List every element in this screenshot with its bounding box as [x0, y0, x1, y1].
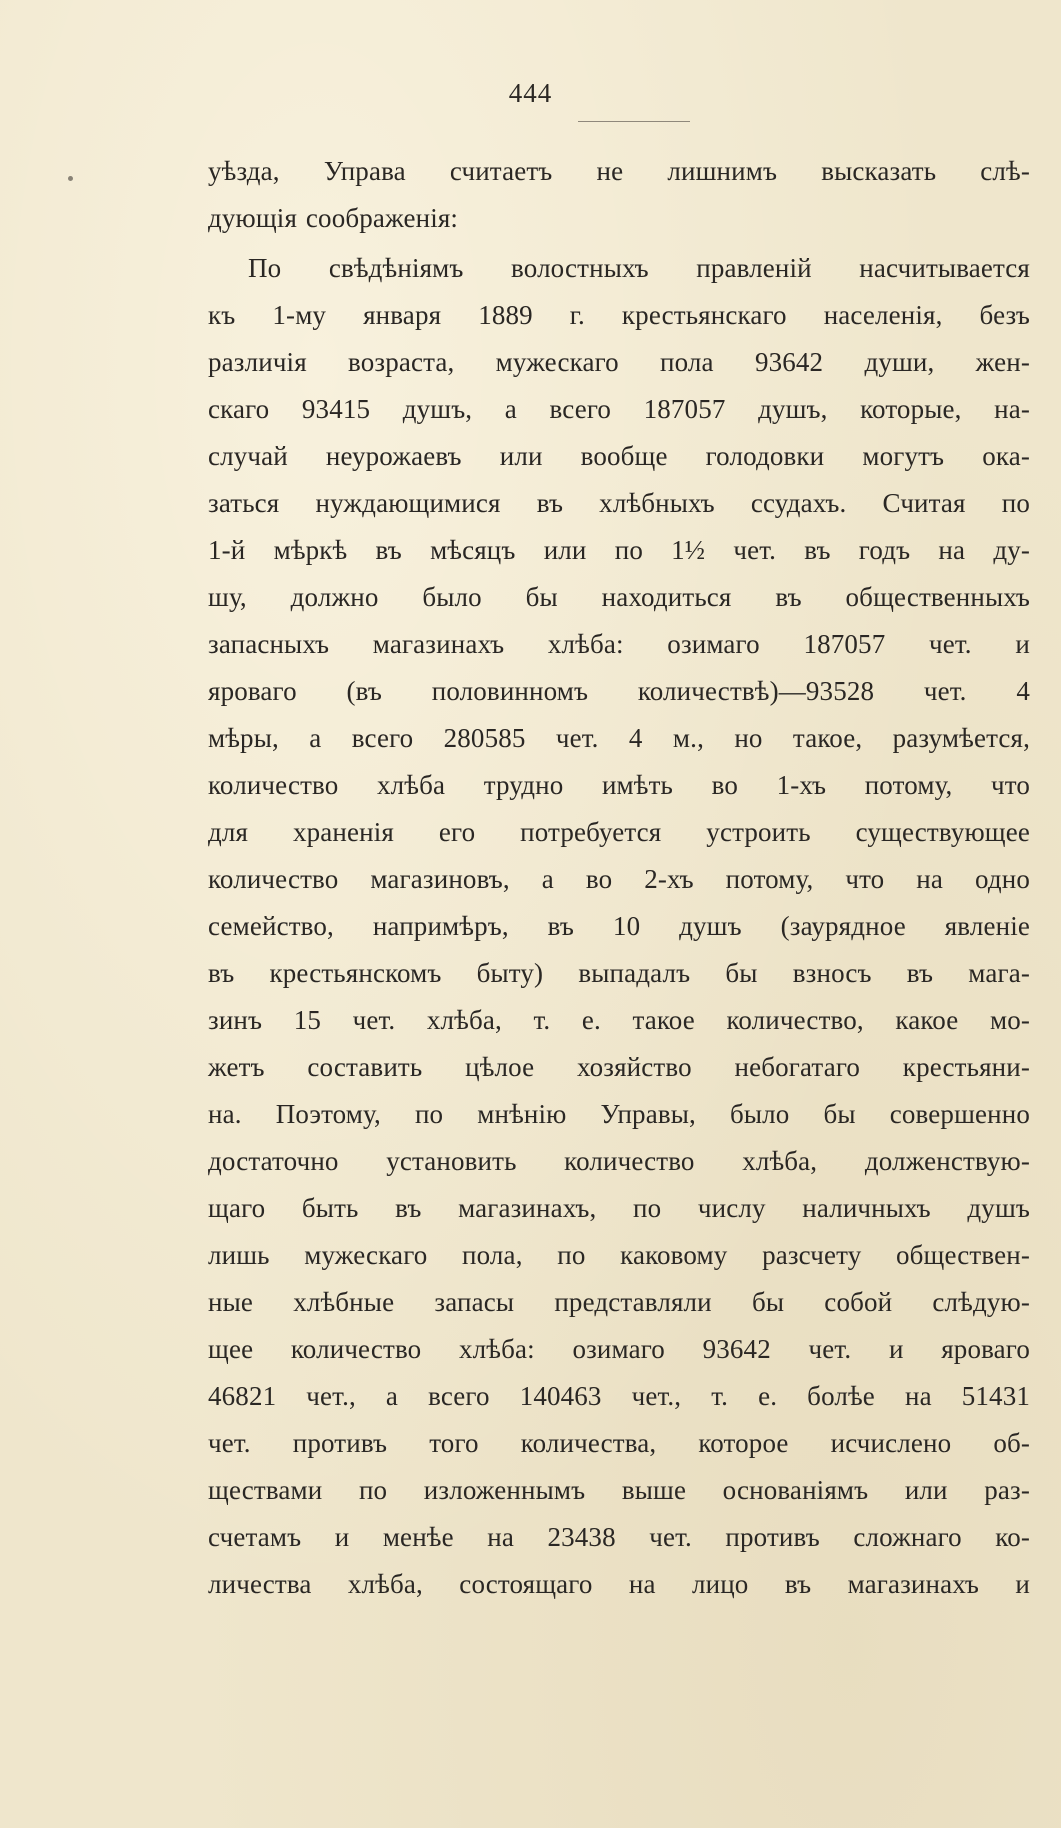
text-line: количество хлѣба трудно имѣть во 1-хъ потому, что [208, 770, 1030, 800]
paragraph-first-line: По свѣдѣніямъ волостныхъ правленій насчитывается [248, 253, 1030, 283]
text-line: счетамъ и менѣе на 23438 чет. противъ сложнаго ко- [208, 1522, 1030, 1552]
text-line: различія возраста, мужескаго пола 93642 души, жен- [208, 347, 1030, 377]
text-line: уѣзда, Управа считаетъ не лишнимъ высказать слѣ- [208, 156, 1030, 186]
text-line: жетъ составить цѣлое хозяйство небогатаго крестьяни- [208, 1052, 1030, 1082]
text-line: достаточно установить количество хлѣба, долженствую- [208, 1146, 1030, 1176]
text-line: зинъ 15 чет. хлѣба, т. е. такое количество, какое мо- [208, 1005, 1030, 1035]
text-line: яроваго (въ половинномъ количествѣ)—93528 чет. 4 [208, 676, 1030, 706]
text-line: шу, должно было бы находиться въ общественныхъ [208, 582, 1030, 612]
text-line: чет. противъ того количества, которое исчислено об- [208, 1428, 1030, 1458]
body-text [208, 148, 1030, 1608]
text-line: ные хлѣбные запасы представляли бы собой слѣдую- [208, 1287, 1030, 1317]
header-rule [578, 121, 690, 122]
text-line: личества хлѣба, состоящаго на лицо въ магазинахъ и [208, 1569, 1030, 1599]
text-line: на. Поэтому, по мнѣнію Управы, было бы совершенно [208, 1099, 1030, 1129]
text-line: ществами по изложеннымъ выше основаніямъ или раз- [208, 1475, 1030, 1505]
text-line: щаго быть въ магазинахъ, по числу наличныхъ душъ [208, 1193, 1030, 1223]
text-line: щее количество хлѣба: озимаго 93642 чет. и яроваго [208, 1334, 1030, 1364]
text-line: запасныхъ магазинахъ хлѣба: озимаго 187057 чет. и [208, 629, 1030, 659]
text-line: семейство, напримѣръ, въ 10 душъ (заурядное явленіе [208, 911, 1030, 941]
text-line: для храненія его потребуется устроить существующее [208, 817, 1030, 847]
text-line: заться нуждающимися въ хлѣбныхъ ссудахъ. Считая по [208, 488, 1030, 518]
text-line: въ крестьянскомъ быту) выпадалъ бы взносъ въ мага- [208, 958, 1030, 988]
page-number: 444 [508, 78, 553, 108]
text-line: 46821 чет., а всего 140463 чет., т. е. болѣе на 51431 [208, 1381, 1030, 1411]
text-line: лишь мужескаго пола, по каковому разсчету обществен- [208, 1240, 1030, 1270]
ink-speck [68, 176, 73, 181]
text-line: мѣры, а всего 280585 чет. 4 м., но такое, разумѣется, [208, 723, 1030, 753]
text-line: къ 1-му января 1889 г. крестьянскаго населенія, безъ [208, 300, 1030, 330]
text-line: дующія соображенія: [208, 203, 459, 233]
text-line: скаго 93415 душъ, а всего 187057 душъ, которые, на- [208, 394, 1030, 424]
text-line: 1-й мѣркѣ въ мѣсяцъ или по 1½ чет. въ годъ на ду- [208, 535, 1030, 565]
text-line: случай неурожаевъ или вообще голодовки могутъ ока- [208, 441, 1030, 471]
text-line: количество магазиновъ, а во 2-хъ потому, что на одно [208, 864, 1030, 894]
